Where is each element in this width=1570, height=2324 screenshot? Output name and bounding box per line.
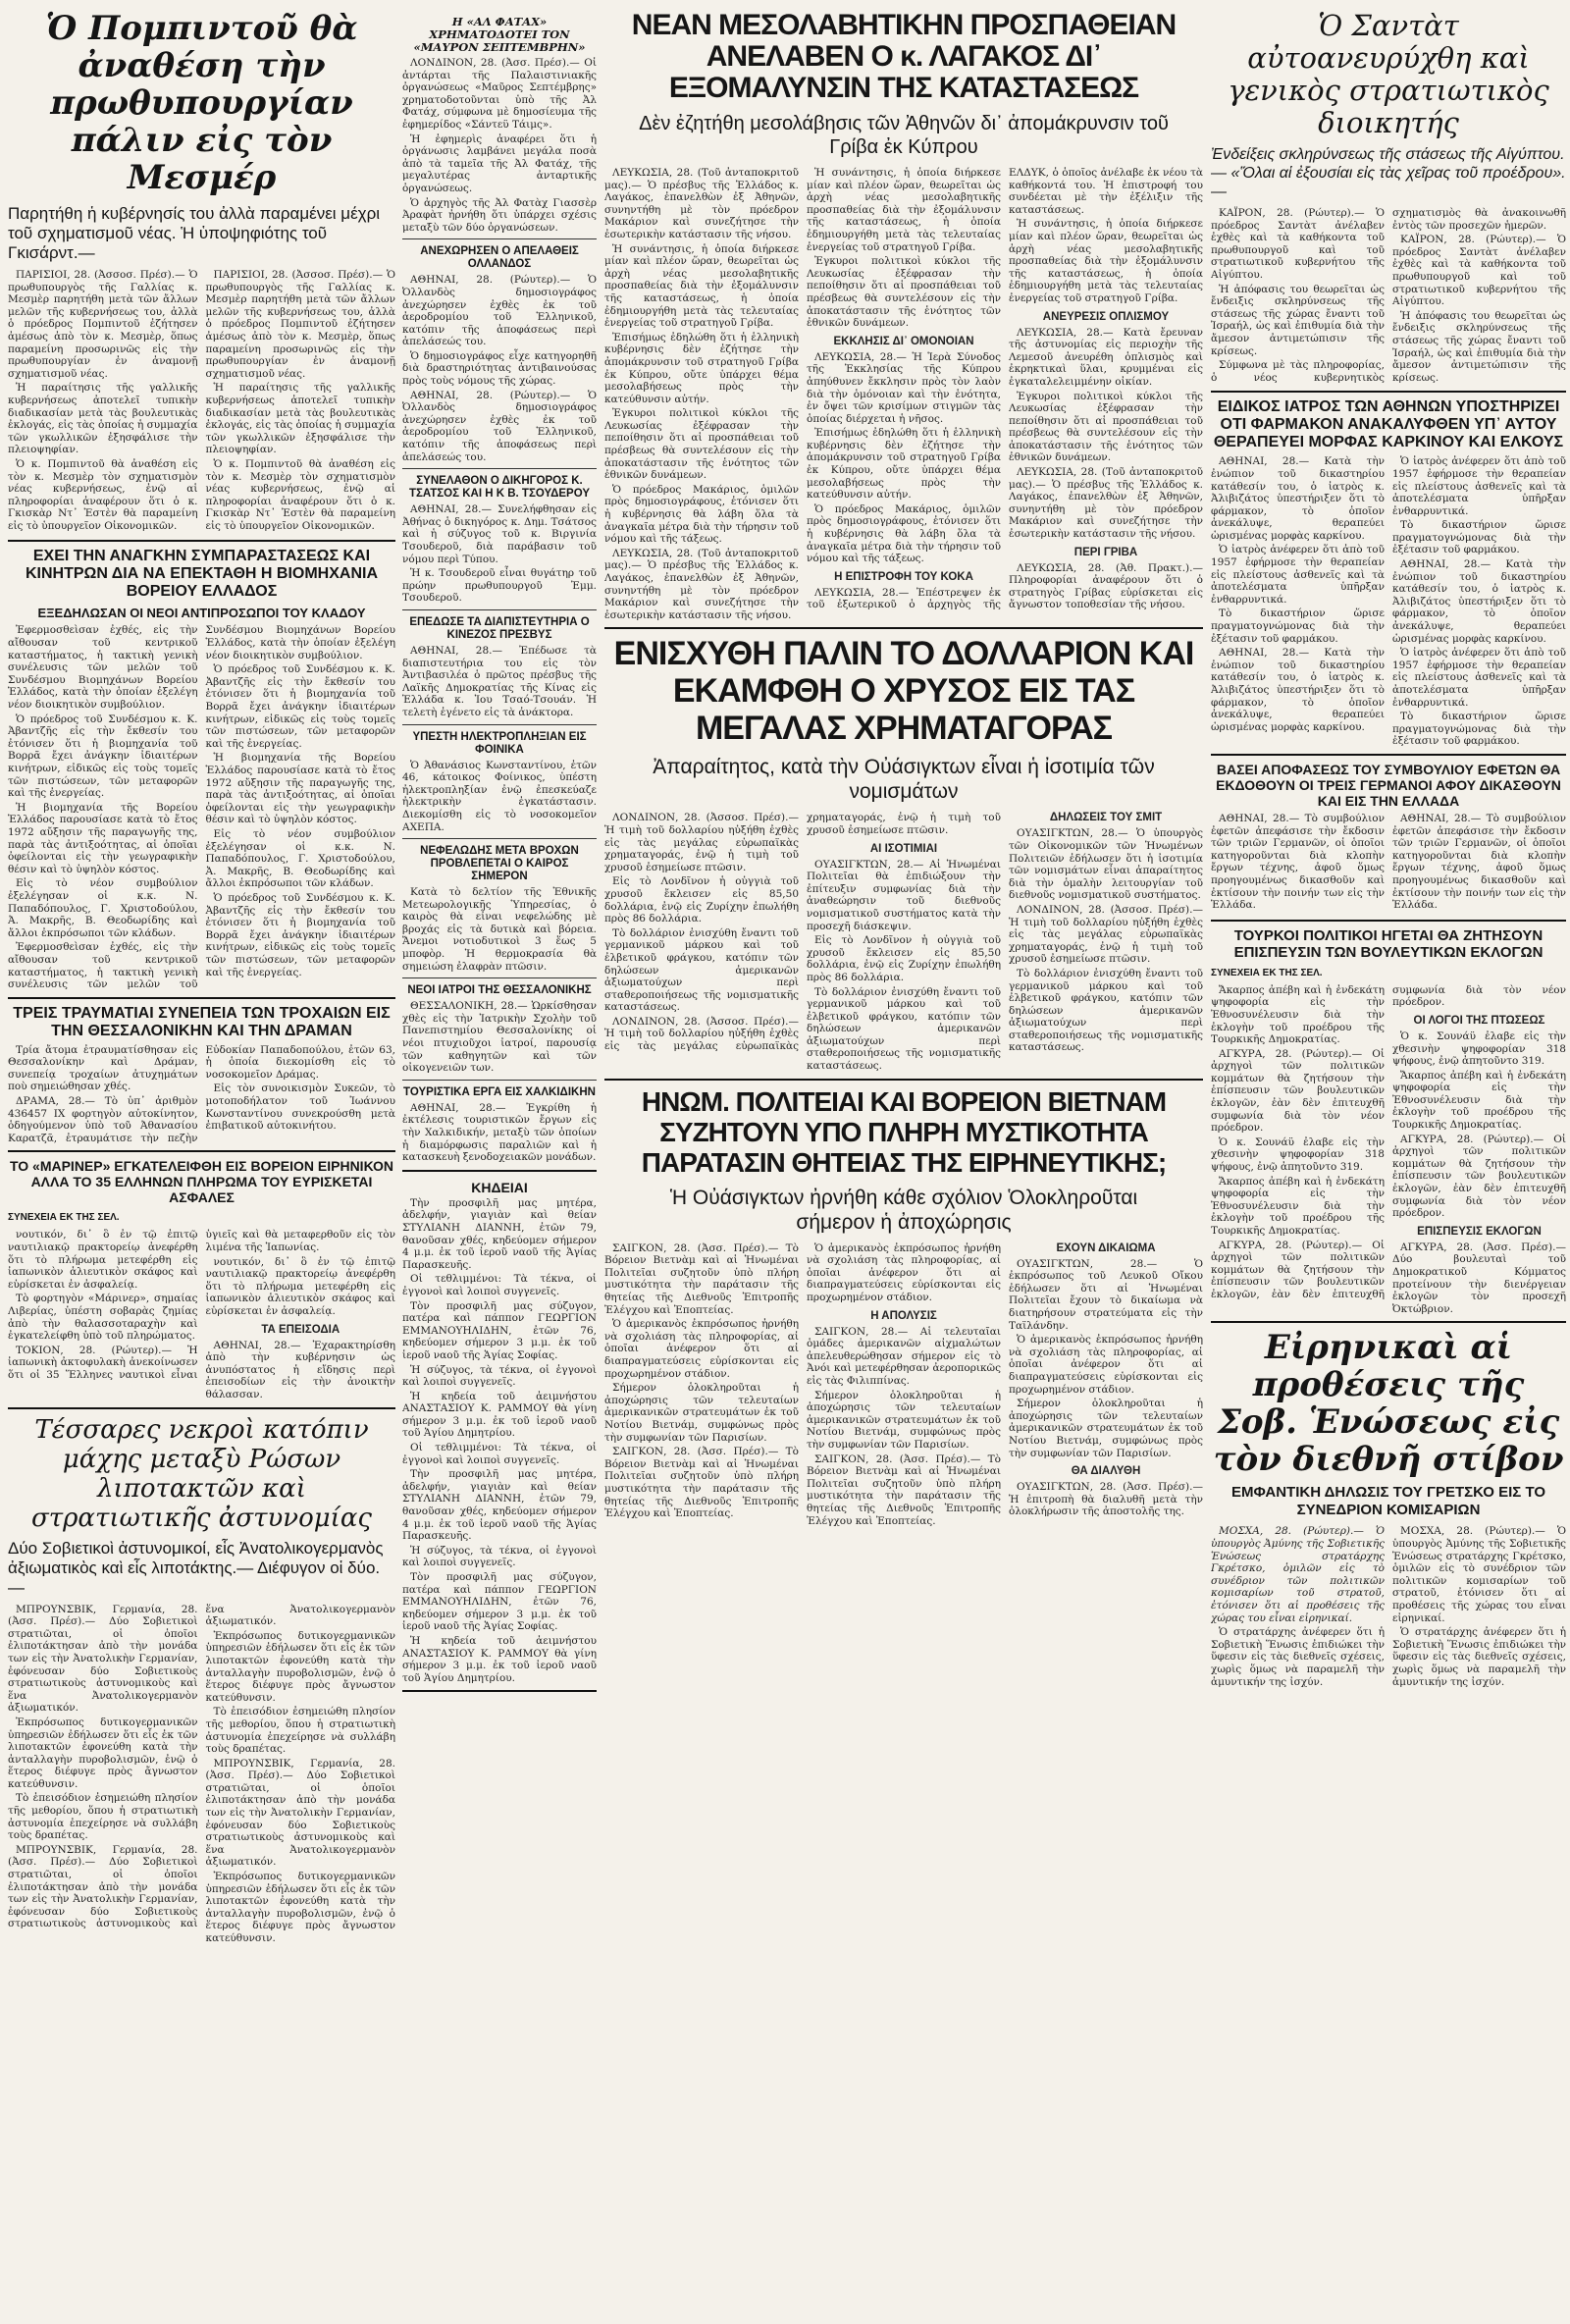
sadat-subheadline: Ἐνδείξεις σκληρύνσεως τῆς στάσεως τῆς Αἰγύπτου.— «Ὅλαι αἱ ἐξουσίαι εἰς τὰς χεῖρας τοῦ προέδρου».— [1211, 146, 1566, 200]
isotimia-title: ΑΙ ΙΣΟΤΙΜΙΑΙ [869, 842, 938, 855]
arms-title: ΑΝΕΥΡΕΣΙΣ ΟΠΛΙΣΜΟΥ [1042, 310, 1170, 323]
china-headline: ΕΠΕΔΩΣΕ ΤΑ ΔΙΑΠΙΣΤΕΥΤΗΡΙΑ Ο ΚΙΝΕΖΟΣ ΠΡΕΣΒΥΣ [409, 615, 590, 641]
pompidou-headline: Ὁ Πομπιντοῦ θὰ ἀναθέση τὴν πρωθυπουργίαν πάλιν εἰς τὸν Μεσμέρ [45, 10, 358, 197]
northern-body: Ἐφερμοσθεὶσαν ἐχθές, εἰς τὴν αἴθουσαν τοῦ κεντρικοῦ καταστήματος, ἡ τακτικὴ γενικὴ συνέλευσις τῶν μελῶν τοῦ Συνδέσμου Βιομηχάνων Βορείου Ἑλλάδος, κατὰ τὴν ὁποίαν ἐξελέγη νέον διοικητικὸν συμβούλιον. Ὁ πρόεδρος τοῦ Συνδέσμου κ. Κ. Ἀβαντζῆς εἰς τὴν ἔκθεσίν του ἐτόνισεν ὅτι ἡ βιομηχανία τοῦ Βορρᾶ ἔχει ἀνάγκην ἰδιαιτέρων κινήτρων, εἰδικῶς εἰς τοὺς τομεῖς τῶν πιστώσεων, τῶν μεταφορῶν καὶ τῆς ἐνεργείας. Ἡ βιομηχανία τῆς Βορείου Ἑλλάδος παρουσίασε κατὰ τὸ ἔτος 1972 αὔξησιν τῆς παραγωγῆς της, παρὰ τὰς ἀντιξοότητας, αἱ ὁποῖαι ὀφείλονται εἰς τὴν γεωγραφικὴν θέσιν καὶ τὸ ὑψηλὸν κόστος. Εἰς τὸ νέον συμβούλιον ἐξελέγησαν οἱ κ.κ. Ν. Παπαδόπουλος, Γ. Χριστοδούλου, Ἀ. Μακρῆς, Β. Θεοδωρίδης καὶ ἄλλοι ἐκπρόσωποι τῶν κλάδων. Ἐφερμοσθεὶσαν ἐχθές, εἰς τὴν αἴθουσαν τοῦ κεντρικοῦ καταστήματος, ἡ τακτικὴ γενικὴ συνέλευσις τῶν μελῶν τοῦ Συνδέσμου Βιομηχάνων Βορείου Ἑλλάδος, κατὰ τὴν ὁποίαν ἐξελέγη νέον διοικητικὸν συμβούλιον. Ὁ πρόεδρος τοῦ Συνδέσμου κ. Κ. Ἀβαντζῆς εἰς τὴν ἔκθεσίν του ἐτόνισεν ὅτι ἡ βιομηχανία τοῦ Βορρᾶ ἔχει ἀνάγκην ἰδιαιτέρων κινήτρων, εἰδικῶς εἰς τοὺς τομεῖς τῶν πιστώσεων, τῶν μεταφορῶν καὶ τῆς ἐνεργείας. Ἡ βιομηχανία τῆς Βορείου Ἑλλάδος παρουσίασε κατὰ τὸ ἔτος 1972 αὔξησιν τῆς παραγωγῆς της, παρὰ τὰς ἀντιξοότητας, αἱ ὁποῖαι ὀφείλονται εἰς τὴν γεωγραφικὴν θέσιν καὶ τὸ ὑψηλὸν κόστος. Εἰς τὸ νέον συμβούλιον ἐξελέγησαν οἱ κ.κ. Ν. Παπαδόπουλος, Γ. Χριστοδούλου, Ἀ. Μακρῆς, Β. Θεοδωρίδης καὶ ἄλλοι ἐκπρόσωποι τῶν κλάδων. Ὁ πρόεδρος τοῦ Συνδέσμου κ. Κ. Ἀβαντζῆς εἰς τὴν ἔκθεσίν του ἐτόνισεν ὅτι ἡ βιομηχανία τοῦ Βορρᾶ ἔχει ἀνάγκην ἰδιαιτέρων κινήτρων, εἰδικῶς εἰς τοὺς τομεῖς τῶν πιστώσεων, τῶν μεταφορῶν καὶ τῆς ἐνεργείας. [8, 624, 395, 991]
turkey-body: Ἄκαρπος ἀπέβη καὶ ἡ ἐνδεκάτη ψηφοφορία εἰς τὴν Ἐθνοσυνέλευσιν διὰ τὴν ἐκλογὴν τοῦ προέδρου τῆς Τουρκικῆς Δημοκρατίας. ΑΓΚΥΡΑ, 28. (Ρώυτερ).— Οἱ ἀρχηγοὶ τῶν πολιτικῶν κομμάτων θὰ ζητήσουν τὴν ἐπίσπευσιν τῶν βουλευτικῶν ἐκλογῶν, ἐὰν δὲν ἐπιτευχθῆ συμφωνία διὰ τὸν νέον πρόεδρον. Ὁ κ. Σουνάϋ ἐλαβε εἰς τὴν χθεσινὴν ψηφοφορίαν 318 ψήφους, ἐνῷ ἀπητοῦντο 319. Ἄκαρπος ἀπέβη καὶ ἡ ἐνδεκάτη ψηφοφορία εἰς τὴν Ἐθνοσυνέλευσιν διὰ τὴν ἐκλογὴν τοῦ προέδρου τῆς Τουρκικῆς Δημοκρατίας. ΑΓΚΥΡΑ, 28. (Ρώυτερ).— Οἱ ἀρχηγοὶ τῶν πολιτικῶν κομμάτων θὰ ζητήσουν τὴν ἐπίσπευσιν τῶν βουλευτικῶν ἐκλογῶν, ἐὰν δὲν ἐπιτευχθῆ συμφωνία διὰ τὸν νέον πρόεδρον. ΟΙ ΛΟΓΟΙ ΤΗΣ ΠΤΩΣΕΩΣ Ὁ κ. Σουνάϋ ἐλαβε εἰς τὴν χθεσινὴν ψηφοφορίαν 318 ψήφους, ἐνῷ ἀπητοῦντο 319. Ἄκαρπος ἀπέβη καὶ ἡ ἐνδεκάτη ψηφοφορία εἰς τὴν Ἐθνοσυνέλευσιν διὰ τὴν ἐκλογὴν τοῦ προέδρου τῆς Τουρκικῆς Δημοκρατίας. ΑΓΚΥΡΑ, 28. (Ρώυτερ).— Οἱ ἀρχηγοὶ τῶν πολιτικῶν κομμάτων θὰ ζητήσουν τὴν ἐπίσπευσιν τῶν βουλευτικῶν ἐκλογῶν, ἐὰν δὲν ἐπιτευχθῆ συμφωνία διὰ τὸν νέον πρόεδρον. ΕΠΙΣΠΕΥΣΙΣ ΕΚΛΟΓΩΝ ΑΓΚΥΡΑ, 28. (Ἀσσ. Πρέσ).— Δύο βουλευταὶ τοῦ Δημοκρατικοῦ Κόμματος προτείνουν τὴν διενέργειαν ἐκλογῶν τὸν προσεχῆ Ὀκτώβριον. [1211, 983, 1566, 1315]
dollar-article [604, 635, 1203, 1072]
funerals-headline: ΚΗΔΕΙΑΙ [471, 1179, 528, 1195]
ekklisis-title: ΕΚΚΛΗΣΙΣ ΔΙ᾽ ΟΜΟΝΟΙΑΝ [833, 335, 974, 347]
tsatsos-article [402, 475, 597, 605]
dutch-body: ΑΘΗΝΑΙ, 28. (Ρώυτερ).— Ὁ Ὀλλανδὸς δημοσιογράφος ἀνεχώρησεν ἐχθὲς ἐκ τοῦ ἀεροδρομίου τοῦ Ἑλληνικοῦ, κατόπιν τῆς ἀποφάσεως περὶ ἀπελάσεώς του. Ὁ δημοσιογράφος εἶχε κατηγορηθῆ διὰ δραστηριότητας ἀντιβαινούσας πρὸς τοὺς νόμους τῆς χώρας. ΑΘΗΝΑΙ, 28. (Ρώυτερ).— Ὁ Ὀλλανδὸς δημοσιογράφος ἀνεχώρησεν ἐχθὲς ἐκ τοῦ ἀεροδρομίου τοῦ Ἑλληνικοῦ, κατόπιν τῆς ἀποφάσεως περὶ ἀπελάσεώς του. [402, 274, 597, 463]
second-column [402, 10, 597, 2316]
germans-body: ΑΘΗΝΑΙ, 28.— Τὸ συμβούλιον ἐφετῶν ἀπεφάσισε τὴν ἔκδοσιν τῶν τριῶν Γερμανῶν, οἱ ὁποῖοι κατηγοροῦνται διὰ κλοπὴν ἔργων τέχνης, ἀφοῦ ὅμως προηγουμένως δικασθοῦν καὶ ἐκτίσουν τὴν ποινήν των εἰς τὴν Ἑλλάδα. ΑΘΗΝΑΙ, 28.— Τὸ συμβούλιον ἐφετῶν ἀπεφάσισε τὴν ἔκδοσιν τῶν τριῶν Γερμανῶν, οἱ ὁποῖοι κατηγοροῦνται διὰ κλοπὴν ἔργων τέχνης, ἀφοῦ ὅμως προηγουμένως δικασθοῦν καὶ ἐκτίσουν τὴν ποινήν των εἰς τὴν Ἑλλάδα. [1211, 812, 1566, 912]
funerals-body: Τὴν προσφιλῆ μας μητέρα, ἀδελφήν, γιαγιὰν καὶ θείαν ΣΤΥΛΙΑΝΗ ΔΙΑΝΝΗ, ἐτῶν 79, θανοῦσαν χθές, κηδεύομεν σήμερον 4 μ.μ. ἐκ τοῦ ἱεροῦ ναοῦ τῆς Ἁγίας Παρασκευῆς. Οἱ τεθλιμμένοι: Τὰ τέκνα, οἱ ἐγγονοὶ καὶ λοιποὶ συγγενεῖς. Τὸν προσφιλῆ μας σύζυγον, πατέρα καὶ πάππον ΓΕΩΡΓΙΟΝ ΕΜΜΑΝΟΥΗΛΙΔΗΝ, ἐτῶν 76, κηδεύομεν σήμερον 3 μ.μ. ἐκ τοῦ ἱεροῦ ναοῦ τῆς Ἁγίας Σοφίας. Ἡ σύζυγος, τὰ τέκνα, οἱ ἐγγονοὶ καὶ λοιποὶ συγγενεῖς. Ἡ κηδεία τοῦ ἀειμνήστου ΑΝΑΣΤΑΣΙΟΥ Κ. ΡΑΜΜΟΥ θὰ γίνη σήμερον 3 μ.μ. ἐκ τοῦ ἱεροῦ ναοῦ τοῦ Ἁγίου Δημητρίου. Οἱ τεθλιμμένοι: Τὰ τέκνα, οἱ ἐγγονοὶ καὶ λοιποὶ συγγενεῖς. Τὴν προσφιλῆ μας μητέρα, ἀδελφήν, γιαγιὰν καὶ θείαν ΣΤΥΛΙΑΝΗ ΔΙΑΝΝΗ, ἐτῶν 79, θανοῦσαν χθές, κηδεύομεν σήμερον 4 μ.μ. ἐκ τοῦ ἱεροῦ ναοῦ τῆς Ἁγίας Παρασκευῆς. Ἡ σύζυγος, τὰ τέκνα, οἱ ἐγγονοὶ καὶ λοιποὶ συγγενεῖς. Τὸν προσφιλῆ μας σύζυγον, πατέρα καὶ πάππον ΓΕΩΡΓΙΟΝ ΕΜΜΑΝΟΥΗΛΙΔΗΝ, ἐτῶν 76, κηδεύομεν σήμερον 3 μ.μ. ἐκ τοῦ ἱεροῦ ναοῦ τῆς Ἁγίας Σοφίας. Ἡ κηδεία τοῦ ἀειμνήστου ΑΝΑΣΤΑΣΙΟΥ Κ. ΡΑΜΜΟΥ θὰ γίνη σήμερον 3 μ.μ. ἐκ τοῦ ἱεροῦ ναοῦ τοῦ Ἁγίου Δημητρίου. [402, 1196, 597, 1684]
fatah-headline: Η «ΑΛ ΦΑΤΑΧ» ΧΡΗΜΑΤΟΔΟΤΕΙ ΤΟΝ «ΜΑΥΡΟΝ ΣΕΠΤΕΜΒΡΗΝ» [413, 15, 586, 54]
new-doctors-headline: ΝΕΟΙ ΙΑΤΡΟΙ ΤΗΣ ΘΕΣΣΑΛΟΝΙΚΗΣ [407, 984, 592, 997]
electrocution-article [402, 731, 597, 834]
vietnam-article [604, 1086, 1203, 1527]
soviet-headline: Εἰρηνικαὶ αἱ προθέσεις τῆς Σοβ. Ἑνώσεως εἰς τὸν διεθνῆ στίβον [1213, 1328, 1564, 1480]
sadat-article [1211, 10, 1566, 385]
germans-extradition-article [1211, 762, 1566, 914]
northern-industry-article [8, 548, 395, 990]
russian-headline: Τέσσαρες νεκροὶ κατόπιν μάχης μεταξὺ Ρώσων λιποτακτῶν καὶ στρατιωτικῆς ἀστυνομίας [31, 1414, 372, 1533]
pompidou-body: ΠΑΡΙΣΙΟΙ, 28. (Ἀσσοσ. Πρέσ).— Ὁ πρωθυπουργὸς τῆς Γαλλίας κ. Μεσμὲρ παρητήθη μετὰ τῶν ἄλλων μελῶν τῆς κυβερνήσεως του, ἀλλὰ ὁ πρόεδρος Πομπιντοῦ ἐζήτησεν ἀμέσως ἀπὸ τὸν κ. Μεσμὲρ, ὅπως παραμείνη προσωρινῶς εἰς τὴν πρωθυπουργίαν ἐν ἀναμονῇ σχηματισμοῦ νέας. Ἡ παραίτησις τῆς γαλλικῆς κυβερνήσεως ἀποτελεῖ τυπικὴν διαδικασίαν μετὰ τὰς βουλευτικὰς ἐκλογάς, εἰς τὰς ὁποίας ἡ συμμαχία τῶν γκωλλικῶν ἐξησφάλισε τὴν πλειοψηφίαν. Ὁ κ. Πομπιντοῦ θὰ ἀναθέση εἰς τὸν κ. Μεσμὲρ τὸν σχηματισμὸν νέας κυβερνήσεως, ἐνῷ αἱ πληροφορίαι ἀναφέρουν ὅτι ὁ κ. Γκισκὰρ Ντ᾽ Ἐστὲν θὰ παραμείνη εἰς τὸ ὑπουργεῖον Οἰκονομικῶν. ΠΑΡΙΣΙΟΙ, 28. (Ἀσσοσ. Πρέσ).— Ὁ πρωθυπουργὸς τῆς Γαλλίας κ. Μεσμὲρ παρητήθη μετὰ τῶν ἄλλων μελῶν τῆς κυβερνήσεως του, ἀλλὰ ὁ πρόεδρος Πομπιντοῦ ἐζήτησεν ἀμέσως ἀπὸ τὸν κ. Μεσμὲρ, ὅπως παραμείνη προσωρινῶς εἰς τὴν πρωθυπουργίαν ἐν ἀναμονῇ σχηματισμοῦ νέας. Ἡ παραίτησις τῆς γαλλικῆς κυβερνήσεως ἀποτελεῖ τυπικὴν διαδικασίαν μετὰ τὰς βουλευτικὰς ἐκλογάς, εἰς τὰς ὁποίας ἡ συμμαχία τῶν γκωλλικῶν ἐξησφάλισε τὴν πλειοψηφίαν. Ὁ κ. Πομπιντοῦ θὰ ἀναθέση εἰς τὸν κ. Μεσμὲρ τὸν σχηματισμὸν νέας κυβερνήσεως, ἐνῷ αἱ πληροφορίαι ἀναφέρουν ὅτι ὁ κ. Γκισκὰρ Ντ᾽ Ἐστὲν θὰ παραμείνη εἰς τὸ ὑπουργεῖον Οἰκονομικῶν. [8, 269, 395, 532]
sadat-headline: Ὁ Σαντὰτ αὐτοανευρύχθη καὶ γενικὸς στρατιωτικὸς διοικητής [1228, 10, 1549, 139]
tourism-headline: ΤΟΥΡΙΣΤΙΚΑ ΕΡΓΑ ΕΙΣ ΧΑΛΚΙΔΙΚΗΝ [403, 1085, 596, 1098]
accidents-headline: ΤΡΕΙΣ ΤΡΑΥΜΑΤΙΑΙ ΣΥΝΕΠΕΙΑ ΤΩΝ ΤΡΟΧΑΙΩΝ ΕΙΣ ΤΗΝ ΘΕΣΣΑΛΟΝΙΚΗΝ ΚΑΙ ΤΗΝ ΔΡΑΜΑΝ [13, 1004, 391, 1039]
china-body: ΑΘΗΝΑΙ, 28.— Ἐπέδωσε τὰ διαπιστευτήρια του εἰς τὸν Ἀντιβασιλέα ὁ πρῶτος πρέσβυς τῆς Λαϊκῆς Δημοκρατίας τῆς Κίνας εἰς Ἑλλάδα κ. Ἰου Τσαό-Τσουάν. Ἡ τελετὴ ἐγένετο εἰς τὰ ἀνάκτορα. [402, 644, 597, 718]
tsatsos-headline: ΣΥΝΕΛΑΘΟΝ Ο ΔΙΚΗΓΟΡΟΣ Κ. ΤΣΑΤΣΟΣ ΚΑΙ Η Κ Β. ΤΣΟΥΔΕΡΟΥ [408, 475, 591, 501]
turkey-elections-article [1211, 927, 1566, 1316]
vietnam-subheadline: Ἡ Οὐάσιγκτων ἠρνήθη κάθε σχόλιον Ὁλοκληροῦται σήμερον ἡ ἀποχώρησις [669, 1186, 1138, 1234]
diloni-title: ΘΑ ΔΙΑΛΥΘΗ [1071, 1465, 1141, 1478]
griva-title: ΠΕΡΙ ΓΡΙΒΑ [1073, 546, 1138, 558]
weather-body: Κατὰ τὸ δελτίον τῆς Ἐθνικῆς Μετεωρολογικῆς Ὑπηρεσίας, ὁ καιρὸς θὰ εἶναι νεφελώδης μὲ βροχάς εἰς τὰ δυτικὰ καὶ βόρεια. Ἄνεμοι νοτιοδυτικοὶ 3 ἕως 5 μποφὸρ. Ἡ θερμοκρασία θὰ σημειώση ἐλαφρὰν πτῶσιν. [402, 886, 597, 973]
right-column [1211, 10, 1566, 2316]
lagakos-headline: ΝΕΑΝ ΜΕΣΟΛΑΒΗΤΙΚΗΝ ΠΡΟΣΠΑΘΕΙΑΝ ΑΝΕΛΑΒΕΝ Ο κ. ΛΑΓΑΚΟΣ ΔΙ᾽ ΕΞΟΜΑΛΥΝΣΙΝ ΤΗΣ ΚΑΤΑΣΤΑΣΕΩΣ [631, 10, 1177, 104]
mariner-continued: ΣΥΝΕΧΕΙΑ ΕΚ ΤΗΣ ΣΕΛ. [8, 1212, 120, 1224]
lagakos-subheadline: Δὲν ἐζητήθη μεσολάβησις τῶν Ἀθηνῶν δι᾽ ἀπομάκρυνσιν τοῦ Γρίβα ἐκ Κύπρου [639, 113, 1169, 158]
epeisodia-title: ΤΑ ΕΠΕΙΣΟΔΙΑ [261, 1323, 340, 1336]
turkey-headline: ΤΟΥΡΚΟΙ ΠΟΛΙΤΙΚΟΙ ΗΓΕΤΑΙ ΘΑ ΖΗΤΗΣΟΥΝ ΕΠΙΣΠΕΥΣΙΝ ΤΩΝ ΒΟΥΛΕΥΤΙΚΩΝ ΕΚΛΟΓΩΝ [1233, 926, 1544, 961]
turkey-continued: ΣΥΝΕΧΕΙΑ ΕΚ ΤΗΣ ΣΕΛ. [1211, 967, 1323, 978]
accidents-article [8, 1005, 395, 1145]
russian-body: ΜΠΡΟΥΝΣΒΙΚ, Γερμανία, 28. (Ἀσσ. Πρέσ).— Δύο Σοβιετικοὶ στρατιῶται, οἱ ὁποῖοι ἐλιποτάκτησαν ἀπὸ τὴν μονάδα των εἰς τὴν Ἀνατολικὴν Γερμανίαν, ἐφόνευσαν δύο Σοβιετικοὺς στρατιωτικοὺς ἀστυνομικοὺς καὶ ἕνα Ἀνατολικογερμανὸν ἀξιωματικόν. Ἐκπρόσωπος δυτικογερμανικῶν ὑπηρεσιῶν ἐδήλωσεν ὅτι εἷς ἐκ τῶν λιποτακτῶν ἐφονεύθη κατὰ τὴν ἀνταλλαγὴν πυροβολισμῶν, ἐνῷ ὁ ἕτερος διέφυγε πρὸς ἄγνωστον κατεύθυνσιν. Τὸ ἐπεισόδιον ἐσημειώθη πλησίον τῆς μεθορίου, ὅπου ἡ στρατιωτικὴ ἀστυνομία ἐπεχείρησε νὰ συλλάβη τοὺς δραπέτας. ΜΠΡΟΥΝΣΒΙΚ, Γερμανία, 28. (Ἀσσ. Πρέσ).— Δύο Σοβιετικοὶ στρατιῶται, οἱ ὁποῖοι ἐλιποτάκτησαν ἀπὸ τὴν μονάδα των εἰς τὴν Ἀνατολικὴν Γερμανίαν, ἐφόνευσαν δύο Σοβιετικοὺς στρατιωτικοὺς ἀστυνομικοὺς καὶ ἕνα Ἀνατολικογερμανὸν ἀξιωματικόν. Ἐκπρόσωπος δυτικογερμανικῶν ὑπηρεσιῶν ἐδήλωσεν ὅτι εἷς ἐκ τῶν λιποτακτῶν ἐφονεύθη κατὰ τὴν ἀνταλλαγὴν πυροβολισμῶν, ἐνῷ ὁ ἕτερος διέφυγε πρὸς ἄγνωστον κατεύθυνσιν. Τὸ ἐπεισόδιον ἐσημειώθη πλησίον τῆς μεθορίου, ὅπου ἡ στρατιωτικὴ ἀστυνομία ἐπεχείρησε νὰ συλλάβη τοὺς δραπέτας. ΜΠΡΟΥΝΣΒΙΚ, Γερμανία, 28. (Ἀσσ. Πρέσ).— Δύο Σοβιετικοὶ στρατιῶται, οἱ ὁποῖοι ἐλιποτάκτησαν ἀπὸ τὴν μονάδα των εἰς τὴν Ἀνατολικὴν Γερμανίαν, ἐφόνευσαν δύο Σοβιετικοὺς στρατιωτικοὺς ἀστυνομικοὺς καὶ ἕνα Ἀνατολικογερμανὸν ἀξιωματικόν. Ἐκπρόσωπος δυτικογερμανικῶν ὑπηρεσιῶν ἐδήλωσεν ὅτι εἷς ἐκ τῶν λιποτακτῶν ἐφονεύθη κατὰ τὴν ἀνταλλαγὴν πυροβολισμῶν, ἐνῷ ὁ ἕτερος διέφυγε πρὸς ἄγνωστον κατεύθυνσιν. [8, 1603, 395, 1944]
germans-headline: ΒΑΣΕΙ ΑΠΟΦΑΣΕΩΣ ΤΟΥ ΣΥΜΒΟΥΛΙΟΥ ΕΦΕΤΩΝ ΘΑ ΕΚΔΟΘΟΥΝ ΟΙ ΤΡΕΙΣ ΓΕΡΜΑΝΟΙ ΑΦΟΥ ΔΙΚΑΣΘΟΥΝ ΚΑΙ ΕΙΣ ΤΗΝ ΕΛΛΑΔΑ [1216, 761, 1561, 809]
fatah-body: ΛΟΝΔΙΝΟΝ, 28. (Ἀσσ. Πρέσ).— Οἱ ἀντάρται τῆς Παλαιστινιακῆς ὀργανώσεως «Μαῦρος Σεπτέμβρης» χρηματοδοτοῦνται ὑπὸ τῆς Ἀλ Φατάχ, σύμφωνα μὲ δημοσίευμα τῆς ἐφημερίδος «Σάντεϋ Τάιμς». Ἡ ἐφημερὶς ἀναφέρει ὅτι ἡ ὀργάνωσις λαμβάνει μεγάλα ποσὰ ἀπὸ τὰ ταμεῖα τῆς Ἀλ Φατάχ, τῆς μεγαλυτέρας ἀνταρτικῆς ὀργανώσεως. Ὁ ἀρχηγὸς τῆς Ἀλ Φατὰχ Γιασσὲρ Ἀραφὰτ ἠρνήθη ὅτι ὑπάρχει σχέσις μεταξὺ τῶν δύο ὀργανώσεων. [402, 57, 597, 234]
funerals-box [402, 1170, 597, 1693]
mariner-article [8, 1158, 395, 1400]
left-column [8, 10, 395, 2316]
ptoseis-title: ΟΙ ΛΟΓΟΙ ΤΗΣ ΠΤΩΣΕΩΣ [1413, 1014, 1545, 1027]
mariner-headline: ΤΟ «ΜΑΡΙΝΕΡ» ΕΓΚΑΤΕΛΕΙΦΘΗ ΕΙΣ ΒΟΡΕΙΟΝ ΕΙΡΗΝΙΚΟΝ ΑΛΛΑ ΤΟ 35 ΕΛΛΗΝΩΝ ΠΛΗΡΩΜΑ ΤΟΥ ΕΥΡΙΣΚΕΤΑΙ ΑΣΦΑΛΕΣ [9, 1158, 394, 1206]
accidents-body: Τρία ἄτομα ἐτραυματίσθησαν εἰς Θεσσαλονίκην καὶ Δράμαν, συνεπείᾳ τροχαίων ἀτυχημάτων ποὺ σημειώθησαν χθές. ΔΡΑΜΑ, 28.— Τὸ ὑπ᾽ ἀριθμὸν 436457 ΙΧ φορτηγὸν αὐτοκίνητον, ὁδηγούμενον ὑπὸ τοῦ Ἀθανασίου Καρατζᾶ, ἐτραυμάτισε τὴν πεζὴν Εὐδοκίαν Παπαδοπούλου, ἐτῶν 63, ἡ ὁποία διεκομίσθη εἰς τὸ νοσοκομεῖον Δράμας. Εἰς τὸν συνοικισμὸν Συκεῶν, τὸ μοτοποδήλατον τοῦ Ἰωάννου Κωνσταντίνου συνεκρούσθη μετὰ ἐπιβατικοῦ αὐτοκινήτου. [8, 1043, 395, 1144]
soviet-body: ΜΟΣΧΑ, 28. (Ρώυτερ).— Ὁ ὑπουργὸς Ἀμύνης τῆς Σοβιετικῆς Ἑνώσεως στρατάρχης Γκρέτσκο, ὁμιλῶν εἰς τὸ συνέδριον τῶν πολιτικῶν κομισαρίων τοῦ στρατοῦ, ἐτόνισεν ὅτι αἱ προθέσεις τῆς χώρας του εἶναι εἰρηνικαί. Ὁ στρατάρχης ἀνέφερεν ὅτι ἡ Σοβιετικὴ Ἕνωσις ἐπιδιώκει τὴν ὕφεσιν εἰς τὰς διεθνεῖς σχέσεις, χωρὶς ὅμως νὰ παραμελῆ τὴν ἀμυντικήν της ἰσχύν. ΜΟΣΧΑ, 28. (Ρώυτερ).— Ὁ ὑπουργὸς Ἀμύνης τῆς Σοβιετικῆς Ἑνώσεως στρατάρχης Γκρέτσκο, ὁμιλῶν εἰς τὸ συνέδριον τῶν πολιτικῶν κομισαρίων τοῦ στρατοῦ, ἐτόνισεν ὅτι αἱ προθέσεις τῆς χώρας του εἶναι εἰρηνικαί. Ὁ στρατάρχης ἀνέφερεν ὅτι ἡ Σοβιετικὴ Ἕνωσις ἐπιδιώκει τὴν ὕφεσιν εἰς τὰς διεθνεῖς σχέσεις, χωρὶς ὅμως νὰ παραμελῆ τὴν ἀμυντικήν της ἰσχύν. [1211, 1525, 1566, 1688]
dikaioma-title: ΕΧΟΥΝ ΔΙΚΑΙΩΜΑ [1056, 1241, 1156, 1254]
dollar-headline: ΕΝΙΣΧΥΘΗ ΠΑΛΙΝ ΤΟ ΔΟΛΛΑΡΙΟΝ ΚΑΙ ΕΚΑΜΦΘΗ Ο ΧΡΥΣΟΣ ΕΙΣ ΤΑΣ ΜΕΓΑΛΑΣ ΧΡΗΜΑΤΑΓΟΡΑΣ [613, 635, 1194, 748]
cancer-drug-article [1211, 398, 1566, 748]
lagakos-article [604, 10, 1203, 621]
pompidou-subheadline: Παρητήθη ἡ κυβέρνησίς του ἀλλὰ παραμένει μέχρι τοῦ σχηματισμοῦ νέας. Ἡ ὑποψηφιότης τοῦ Γκισάρντ.— [8, 204, 381, 262]
russian-deserters-article [8, 1415, 395, 1945]
ekloges-title: ΕΠΙΣΠΕΥΣΙΣ ΕΚΛΟΓΩΝ [1417, 1225, 1542, 1238]
northern-subheadline: ΕΞΕΔΗΛΩΣΑΝ ΟΙ ΝΕΟΙ ΑΝΤΙΠΡΟΣΩΠΟΙ ΤΟΥ ΚΛΑΔΟΥ [37, 606, 366, 621]
soviet-article [1211, 1329, 1566, 1690]
koka-title: Η ΕΠΙΣΤΡΟΦΗ ΤΟΥ ΚΟΚΑ [834, 570, 973, 583]
cancer-headline: ΕΙΔΙΚΟΣ ΙΑΤΡΟΣ ΤΩΝ ΑΘΗΝΩΝ ΥΠΟΣΤΗΡΙΖΕΙ ΟΤΙ ΦΑΡΜΑΚΟΝ ΑΝΑΚΑΛΥΦΘΕΝ ΥΠ᾽ ΑΥΤΟΥ ΘΕΡΑΠΕΥΕΙ ΜΟΡΦΑΣ ΚΑΡΚΙΝΟΥ ΚΑΙ ΕΛΚΟΥΣ [1213, 398, 1564, 451]
electrocution-body: Ὁ Ἀθανάσιος Κωνσταντίνου, ἐτῶν 46, κάτοικος Φοίνικος, ὑπέστη ἠλεκτροπληξίαν ἐνῷ ἐπεσκεύαζε ἠλεκτρικὴν ἐγκατάστασιν. Διεκομίσθη εἰς τὸ νοσοκομεῖον ΑΧΕΠΑ. [402, 759, 597, 833]
cancer-body: ΑΘΗΝΑΙ, 28.— Κατὰ τὴν ἐνώπιον τοῦ δικαστηρίου κατάθεσίν του, ὁ ἰατρὸς κ. Ἀλιβιζάτος ὑπεστήριξεν ὅτι τὸ φάρμακον, τὸ ὁποῖον ἀνεκάλυψε, θεραπεύει ὡρισμένας μορφὰς καρκίνου. Ὁ ἰατρὸς ἀνέφερεν ὅτι ἀπὸ τοῦ 1957 ἐφήρμοσε τὴν θεραπείαν εἰς πλείστους ἀσθενεῖς καὶ τὰ ἀποτελέσματα ὑπῆρξαν ἐνθαρρυντικά. Τὸ δικαστήριον ὥρισε πραγματογνώμονας διὰ τὴν ἐξέτασιν τοῦ φαρμάκου. ΑΘΗΝΑΙ, 28.— Κατὰ τὴν ἐνώπιον τοῦ δικαστηρίου κατάθεσίν του, ὁ ἰατρὸς κ. Ἀλιβιζάτος ὑπεστήριξεν ὅτι τὸ φάρμακον, τὸ ὁποῖον ἀνεκάλυψε, θεραπεύει ὡρισμένας μορφὰς καρκίνου. Ὁ ἰατρὸς ἀνέφερεν ὅτι ἀπὸ τοῦ 1957 ἐφήρμοσε τὴν θεραπείαν εἰς πλείστους ἀσθενεῖς καὶ τὰ ἀποτελέσματα ὑπῆρξαν ἐνθαρρυντικά. Τὸ δικαστήριον ὥρισε πραγματογνώμονας διὰ τὴν ἐξέτασιν τοῦ φαρμάκου. ΑΘΗΝΑΙ, 28.— Κατὰ τὴν ἐνώπιον τοῦ δικαστηρίου κατάθεσίν του, ὁ ἰατρὸς κ. Ἀλιβιζάτος ὑπεστήριξεν ὅτι τὸ φάρμακον, τὸ ὁποῖον ἀνεκάλυψε, θεραπεύει ὡρισμένας μορφὰς καρκίνου. Ὁ ἰατρὸς ἀνέφερεν ὅτι ἀπὸ τοῦ 1957 ἐφήρμοσε τὴν θεραπείαν εἰς πλείστους ἀσθενεῖς καὶ τὰ ἀποτελέσματα ὑπῆρξαν ἐνθαρρυντικά. Τὸ δικαστήριον ὥρισε πραγματογνώμονας διὰ τὴν ἐξέτασιν τοῦ φαρμάκου. [1211, 455, 1566, 748]
dutch-headline: ΑΝΕΧΩΡΗΣΕΝ Ο ΑΠΕΛΑΘΕΙΣ ΟΛΛΑΝΔΟΣ [420, 245, 579, 271]
new-doctors-article [402, 984, 597, 1075]
russian-subheadline: Δύο Σοβιετικοὶ ἀστυνομικοί, εἷς Ἀνατολικογερμανὸς ἀξιωματικὸς καὶ εἷς λιποτάκτης.— Διέφυγον οἱ δύο.— [8, 1538, 384, 1597]
northern-headline: ΕΧΕΙ ΤΗΝ ΑΝΑΓΚΗΝ ΣΥΜΠΑΡΑΣΤΑΣΕΩΣ ΚΑΙ ΚΙΝΗΤΡΩΝ ΔΙΑ ΝΑ ΕΠΕΚΤΑΘΗ Η ΒΙΟΜΗΧΑΝΙΑ ΒΟΡΕΙΟΥ ΕΛΛΑΔΟΣ [25, 548, 378, 601]
vietnam-body: ΣΑΙΓΚΟΝ, 28. (Ἀσσ. Πρέσ).— Τὸ Βόρειον Βιετνὰμ καὶ αἱ Ἡνωμέναι Πολιτεῖαι συζητοῦν ὑπὸ πλήρη μυστικότητα τὴν παράτασιν τῆς θητείας τῆς Διεθνοῦς Ἐπιτροπῆς Ἐλέγχου καὶ Ἐποπτείας. Ὁ ἀμερικανὸς ἐκπρόσωπος ἠρνήθη νὰ σχολιάση τὰς πληροφορίας, αἱ ὁποῖαι ἀνέφερον ὅτι αἱ διαπραγματεύσεις εὑρίσκονται εἰς προχωρημένον στάδιον. Σήμερον ὁλοκληροῦται ἡ ἀποχώρησις τῶν τελευταίων ἀμερικανικῶν στρατευμάτων ἐκ τοῦ Νοτίου Βιετνάμ, συμφώνως πρὸς τὴν συμφωνίαν τῶν Παρισίων. ΣΑΙΓΚΟΝ, 28. (Ἀσσ. Πρέσ).— Τὸ Βόρειον Βιετνὰμ καὶ αἱ Ἡνωμέναι Πολιτεῖαι συζητοῦν ὑπὸ πλήρη μυστικότητα τὴν παράτασιν τῆς θητείας τῆς Διεθνοῦς Ἐπιτροπῆς Ἐλέγχου καὶ Ἐποπτείας. Ὁ ἀμερικανὸς ἐκπρόσωπος ἠρνήθη νὰ σχολιάση τὰς πληροφορίας, αἱ ὁποῖαι ἀνέφερον ὅτι αἱ διαπραγματεύσεις εὑρίσκονται εἰς προχωρημένον στάδιον. Η ΑΠΟΛΥΣΙΣ ΣΑΙΓΚΟΝ, 28.— Αἱ τελευταῖαι ὁμάδες ἀμερικανῶν αἰχμαλώτων ἀπελευθερώθησαν σήμερον εἰς τὸ Ἀνόι καὶ μετεφέρθησαν ἀεροπορικῶς εἰς τὰς Φιλιππίνας. Σήμερον ὁλοκληροῦται ἡ ἀποχώρησις τῶν τελευταίων ἀμερικανικῶν στρατευμάτων ἐκ τοῦ Νοτίου Βιετνάμ, συμφώνως πρὸς τὴν συμφωνίαν τῶν Παρισίων. ΣΑΙΓΚΟΝ, 28. (Ἀσσ. Πρέσ).— Τὸ Βόρειον Βιετνὰμ καὶ αἱ Ἡνωμέναι Πολιτεῖαι συζητοῦν ὑπὸ πλήρη μυστικότητα τὴν παράτασιν τῆς θητείας τῆς Διεθνοῦς Ἐπιτροπῆς Ἐλέγχου καὶ Ἐποπτείας. ΕΧΟΥΝ ΔΙΚΑΙΩΜΑ ΟΥΑΣΙΓΚΤΩΝ, 28.— Ὁ ἐκπρόσωπος τοῦ Λευκοῦ Οἴκου ἐδήλωσεν ὅτι αἱ Ἡνωμέναι Πολιτεῖαι ἔχουν τὸ δικαίωμα νὰ διατηρήσουν στρατεύματα εἰς τὴν Ταϊλάνδην. Ὁ ἀμερικανὸς ἐκπρόσωπος ἠρνήθη νὰ σχολιάση τὰς πληροφορίας, αἱ ὁποῖαι ἀνέφερον ὅτι αἱ διαπραγματεύσεις εὑρίσκονται εἰς προχωρημένον στάδιον. Σήμερον ὁλοκληροῦται ἡ ἀποχώρησις τῶν τελευταίων ἀμερικανικῶν στρατευμάτων ἐκ τοῦ Νοτίου Βιετνάμ, συμφώνως πρὸς τὴν συμφωνίαν τῶν Παρισίων. ΘΑ ΔΙΑΛΥΘΗ ΟΥΑΣΙΓΚΤΩΝ, 28. (Ἀσσ. Πρέσ).— Ἡ ἐπιτροπὴ θὰ διαλυθῆ μετὰ τὴν ὁλοκλήρωσιν τῆς ἀποστολῆς της. [604, 1241, 1203, 1527]
weather-article [402, 845, 597, 973]
smit-title: ΔΗΛΩΣΕΙΣ ΤΟΥ ΣΜΙΤ [1049, 812, 1163, 824]
mariner-body: νουτικόν, δι᾽ ὃ ἐν τῷ ἐπιτῷ ναυτιλιακῷ πρακτορείῳ ἀνεφέρθη ὅτι τὸ πλήρωμα μετεφέρθη εἰς ἰαπωνικὸν ἁλιευτικὸν σκάφος καὶ εὑρίσκεται ἐν ἀσφαλείᾳ. Τὸ φορτηγὸν «Μάρινερ», σημαίας Λιβερίας, ὑπέστη σοβαρὰς ζημίας ἀπὸ τὴν θαλασσοταραχὴν καὶ ἐγκατελείφθη ὑπὸ τοῦ πληρώματος. ΤΟΚΙΟΝ, 28. (Ρώυτερ).— Ἡ ἰαπωνικὴ ἀκτοφυλακὴ ἀνεκοίνωσεν ὅτι οἱ 35 Ἕλληνες ναυτικοὶ εἶναι ὑγιεῖς καὶ θὰ μεταφερθοῦν εἰς τὸν λιμένα τῆς Ἰαπωνίας. νουτικόν, δι᾽ ὃ ἐν τῷ ἐπιτῷ ναυτιλιακῷ πρακτορείῳ ἀνεφέρθη ὅτι τὸ πλήρωμα μετεφέρθη εἰς ἰαπωνικὸν ἁλιευτικὸν σκάφος καὶ εὑρίσκεται ἐν ἀσφαλείᾳ. ΤΑ ΕΠΕΙΣΟΔΙΑ ΑΘΗΝΑΙ, 28.— Ἐχαρακτηρίσθη ἀπὸ τὴν κυβέρνησιν ὡς ἀνυπόστατος ἡ εἴδησις περὶ ἐπεισοδίων εἰς τὴν ἀνοικτὴν θάλασσαν. [8, 1229, 395, 1400]
tsatsos-body: ΑΘΗΝΑΙ, 28.— Συνελήφθησαν εἰς Ἀθήνας ὁ δικηγόρος κ. Δημ. Τσάτσος καὶ ἡ σύζυγος τοῦ κ. Βιργινία Τσουδεροῦ, διὰ παράβασιν τοῦ νόμου περὶ Τύπου. Ἡ κ. Τσουδεροῦ εἶναι θυγάτηρ τοῦ πρώην πρωθυπουργοῦ Ἐμμ. Τσουδεροῦ. [402, 503, 597, 605]
china-ambassador-article [402, 616, 597, 719]
dutch-expelled-article [402, 245, 597, 463]
apolysis-title: Η ΑΠΟΛΥΣΙΣ [870, 1309, 937, 1322]
middle-section [604, 10, 1203, 2316]
vietnam-headline: ΗΝΩΜ. ΠΟΛΙΤΕΙΑΙ ΚΑΙ ΒΟΡΕΙΟΝ ΒΙΕΤΝΑΜ ΣΥΖΗΤΟΥΝ ΥΠΟ ΠΛΗΡΗ ΜΥΣΤΙΚΟΤΗΤΑ ΠΑΡΑΤΑΣΙΝ ΘΗΤΕΙΑΣ ΤΗΣ ΕΙΡΗΝΕΥΤΙΚΗΣ; [641, 1085, 1167, 1178]
dollar-body: ΛΟΝΔΙΝΟΝ, 28. (Ἀσσοσ. Πρέσ).— Ἡ τιμὴ τοῦ δολλαρίου ηὐξήθη ἐχθὲς εἰς τὰς μεγάλας εὐρωπαϊκὰς χρηματαγοράς, ἐνῷ ἡ τιμὴ τοῦ χρυσοῦ ἐσημείωσε πτῶσιν. Εἰς τὸ Λονδῖνον ἡ οὐγγιὰ τοῦ χρυσοῦ ἔκλεισεν εἰς 85,50 δολλάρια, ἐνῷ εἰς Ζυρίχην ἐπωλήθη πρὸς 86 δολλάρια. Τὸ δολλάριον ἐνισχύθη ἔναντι τοῦ γερμανικοῦ μάρκου καὶ τοῦ ἐλβετικοῦ φράγκου, κατόπιν τῶν δηλώσεων ἀμερικανῶν ἀξιωματούχων περὶ σταθεροποιήσεως τῆς νομισματικῆς καταστάσεως. ΛΟΝΔΙΝΟΝ, 28. (Ἀσσοσ. Πρέσ).— Ἡ τιμὴ τοῦ δολλαρίου ηὐξήθη ἐχθὲς εἰς τὰς μεγάλας εὐρωπαϊκὰς χρηματαγοράς, ἐνῷ ἡ τιμὴ τοῦ χρυσοῦ ἐσημείωσε πτῶσιν. ΑΙ ΙΣΟΤΙΜΙΑΙ ΟΥΑΣΙΓΚΤΩΝ, 28.— Αἱ Ἡνωμέναι Πολιτεῖαι θὰ ἐπιδιώξουν τὴν ἐπίτευξιν συμφωνίας διὰ τὴν ἀναθεώρησιν τοῦ διεθνοῦς νομισματικοῦ συστήματος κατὰ τὴν προσεχῆ διάσκεψιν. Εἰς τὸ Λονδῖνον ἡ οὐγγιὰ τοῦ χρυσοῦ ἔκλεισεν εἰς 85,50 δολλάρια, ἐνῷ εἰς Ζυρίχην ἐπωλήθη πρὸς 86 δολλάρια. Τὸ δολλάριον ἐνισχύθη ἔναντι τοῦ γερμανικοῦ μάρκου καὶ τοῦ ἐλβετικοῦ φράγκου, κατόπιν τῶν δηλώσεων ἀμερικανῶν ἀξιωματούχων περὶ σταθεροποιήσεως τῆς νομισματικῆς καταστάσεως. ΔΗΛΩΣΕΙΣ ΤΟΥ ΣΜΙΤ ΟΥΑΣΙΓΚΤΩΝ, 28.— Ὁ ὑπουργὸς τῶν Οἰκονομικῶν τῶν Ἡνωμένων Πολιτειῶν ἐδήλωσεν ὅτι ἡ ἰσοτιμία τῶν νομισμάτων εἶναι ἀπαραίτητος διὰ τὴν ὁμαλὴν λειτουργίαν τοῦ διεθνοῦς νομισματικοῦ συστήματος. ΛΟΝΔΙΝΟΝ, 28. (Ἀσσοσ. Πρέσ).— Ἡ τιμὴ τοῦ δολλαρίου ηὐξήθη ἐχθὲς εἰς τὰς μεγάλας εὐρωπαϊκὰς χρηματαγοράς, ἐνῷ ἡ τιμὴ τοῦ χρυσοῦ ἐσημείωσε πτῶσιν. Τὸ δολλάριον ἐνισχύθη ἔναντι τοῦ γερμανικοῦ μάρκου καὶ τοῦ ἐλβετικοῦ φράγκου, κατόπιν τῶν δηλώσεων ἀμερικανῶν ἀξιωματούχων περὶ σταθεροποιήσεως τῆς νομισματικῆς καταστάσεως. [604, 812, 1203, 1073]
sadat-body: ΚΑΪΡΟΝ, 28. (Ρώυτερ).— Ὁ πρόεδρος Σαντὰτ ἀνέλαβεν ἐχθὲς καὶ τὰ καθήκοντα τοῦ πρωθυπουργοῦ καὶ τοῦ στρατιωτικοῦ κυβερνήτου τῆς Αἰγύπτου. Ἡ ἀπόφασις του θεωρεῖται ὡς ἔνδειξις σκληρύνσεως τῆς στάσεως τῆς χώρας ἔναντι τοῦ Ἰσραήλ, ὡς καὶ ἐπιθυμία διὰ τὴν ἄμεσον ἀντιμετώπισιν τῆς κρίσεως. Σύμφωνα μὲ τὰς πληροφορίας, ὁ νέος κυβερνητικὸς σχηματισμὸς θὰ ἀνακοινωθῆ ἐντὸς τῶν προσεχῶν ἡμερῶν. ΚΑΪΡΟΝ, 28. (Ρώυτερ).— Ὁ πρόεδρος Σαντὰτ ἀνέλαβεν ἐχθὲς καὶ τὰ καθήκοντα τοῦ πρωθυπουργοῦ καὶ τοῦ στρατιωτικοῦ κυβερνήτου τῆς Αἰγύπτου. Ἡ ἀπόφασις του θεωρεῖται ὡς ἔνδειξις σκληρύνσεως τῆς στάσεως τῆς χώρας ἔναντι τοῦ Ἰσραήλ, ὡς καὶ ἐπιθυμία διὰ τὴν ἄμεσον ἀντιμετώπισιν τῆς κρίσεως. [1211, 207, 1566, 384]
new-doctors-body: ΘΕΣΣΑΛΟΝΙΚΗ, 28.— Ὡρκίσθησαν χθὲς εἰς τὴν Ἰατρικὴν Σχολὴν τοῦ Πανεπιστημίου Θεσσαλονίκης οἱ νέοι πτυχιοῦχοι ἰατροί, παρουσίᾳ τῶν καθηγητῶν καὶ τῶν οἰκογενειῶν των. [402, 1000, 597, 1075]
fatah-article [402, 16, 597, 234]
pompidou-article [8, 10, 395, 534]
tourism-article [402, 1086, 597, 1164]
weather-headline: ΝΕΦΕΛΩΔΗΣ ΜΕΤΑ ΒΡΟΧΩΝ ΠΡΟΒΛΕΠΕΤΑΙ Ο ΚΑΙΡΟΣ ΣΗΜΕΡΟΝ [420, 845, 579, 883]
electrocution-headline: ΥΠΕΣΤΗ ΗΛΕΚΤΡΟΠΛΗΞΙΑΝ ΕΙΣ ΦΟΙΝΙΚΑ [412, 730, 587, 756]
tourism-body: ΑΘΗΝΑΙ, 28.— Ἐγκρίθη ἡ ἐκτέλεσις τουριστικῶν ἔργων εἰς τὴν Χαλκιδικήν, μεταξὺ τῶν ὁποίων ἡ διαμόρφωσις παραλιῶν καὶ ἡ κατασκευὴ ξενοδοχειακῶν μονάδων. [402, 1101, 597, 1164]
lagakos-body: ΛΕΥΚΩΣΙΑ, 28. (Τοῦ ἀνταποκριτοῦ μας).— Ὁ πρέσβυς τῆς Ἑλλάδος κ. Λαγάκος, ἐπανελθὼν ἐξ Ἀθηνῶν, συνηντήθη μὲ τὸν πρόεδρον Μακάριον καὶ συνεζήτησε τὴν ἐσωτερικὴν κατάστασιν τῆς νήσου. Ἡ συνάντησις, ἡ ὁποία διήρκεσε μίαν καὶ πλέον ὥραν, θεωρεῖται ὡς ἀρχὴ νέας μεσολαβητικῆς προσπαθείας διὰ τὴν ἐξομάλυνσιν τῆς καταστάσεως, ἡ ὁποία ἐδημιουργήθη μετὰ τὰς τελευταίας ἐνεργείας τοῦ στρατηγοῦ Γρίβα. Ἐπισήμως ἐδηλώθη ὅτι ἡ ἑλληνικὴ κυβέρνησις δὲν ἐζήτησε τὴν ἀπομάκρυνσιν τοῦ στρατηγοῦ Γρίβα ἐκ Κύπρου, οὔτε ὑπάρχει θέμα μεσολαβήσεως πρὸς τὴν κατεύθυνσιν αὐτήν. Ἐγκυροι πολιτικοὶ κύκλοι τῆς Λευκωσίας ἐξέφρασαν τὴν πεποίθησιν ὅτι αἱ προσπάθειαι τοῦ πρέσβεως θὰ συντελέσουν εἰς τὴν ἀποκατάστασιν τῆς ἑνότητος τῶν ἐθνικῶν δυνάμεων. Ὁ πρόεδρος Μακάριος, ὁμιλῶν πρὸς δημοσιογράφους, ἐτόνισεν ὅτι ἡ κυβέρνησις θὰ λάβη ὅλα τὰ ἀναγκαῖα μέτρα διὰ τὴν τήρησιν τοῦ νόμου καὶ τῆς τάξεως. ΛΕΥΚΩΣΙΑ, 28. (Τοῦ ἀνταποκριτοῦ μας).— Ὁ πρέσβυς τῆς Ἑλλάδος κ. Λαγάκος, ἐπανελθὼν ἐξ Ἀθηνῶν, συνηντήθη μὲ τὸν πρόεδρον Μακάριον καὶ συνεζήτησε τὴν ἐσωτερικὴν κατάστασιν τῆς νήσου. Ἡ συνάντησις, ἡ ὁποία διήρκεσε μίαν καὶ πλέον ὥραν, θεωρεῖται ὡς ἀρχὴ νέας μεσολαβητικῆς προσπαθείας διὰ τὴν ἐξομάλυνσιν τῆς καταστάσεως, ἡ ὁποία ἐδημιουργήθη μετὰ τὰς τελευταίας ἐνεργείας τοῦ στρατηγοῦ Γρίβα. Ἐγκυροι πολιτικοὶ κύκλοι τῆς Λευκωσίας ἐξέφρασαν τὴν πεποίθησιν ὅτι αἱ προσπάθειαι τοῦ πρέσβεως θὰ συντελέσουν εἰς τὴν ἀποκατάστασιν τῆς ἑνότητος τῶν ἐθνικῶν δυνάμεων. ΕΚΚΛΗΣΙΣ ΔΙ᾽ ΟΜΟΝΟΙΑΝ ΛΕΥΚΩΣΙΑ, 28.— Ἡ Ἱερὰ Σύνοδος τῆς Ἐκκλησίας τῆς Κύπρου ἀπηύθυνεν ἔκκλησιν πρὸς τὸν λαὸν διὰ τὴν ὁμόνοιαν καὶ τὴν ἑνότητα, ἐν ὄψει τῶν κρισίμων στιγμῶν τὰς ὁποίας διέρχεται ἡ νῆσος. Ἐπισήμως ἐδηλώθη ὅτι ἡ ἑλληνικὴ κυβέρνησις δὲν ἐζήτησε τὴν ἀπομάκρυνσιν τοῦ στρατηγοῦ Γρίβα ἐκ Κύπρου, οὔτε ὑπάρχει θέμα μεσολαβήσεως πρὸς τὴν κατεύθυνσιν αὐτήν. Ὁ πρόεδρος Μακάριος, ὁμιλῶν πρὸς δημοσιογράφους, ἐτόνισεν ὅτι ἡ κυβέρνησις θὰ λάβη ὅλα τὰ ἀναγκαῖα μέτρα διὰ τὴν τήρησιν τοῦ νόμου καὶ τῆς τάξεως. Η ΕΠΙΣΤΡΟΦΗ ΤΟΥ ΚΟΚΑ ΛΕΥΚΩΣΙΑ, 28.— Ἐπέστρεψεν ἐκ τοῦ ἐξωτερικοῦ ὁ ἀρχηγὸς τῆς ΕΛΔΥΚ, ὁ ὁποῖος ἀνέλαβε ἐκ νέου τὰ καθήκοντά του. Ἡ ἐπιστροφή του συνδέεται μὲ τὴν ἐξέλιξιν τῆς καταστάσεως. Ἡ συνάντησις, ἡ ὁποία διήρκεσε μίαν καὶ πλέον ὥραν, θεωρεῖται ὡς ἀρχὴ νέας μεσολαβητικῆς προσπαθείας διὰ τὴν ἐξομάλυνσιν τῆς καταστάσεως, ἡ ὁποία ἐδημιουργήθη μετὰ τὰς τελευταίας ἐνεργείας τοῦ στρατηγοῦ Γρίβα. ΑΝΕΥΡΕΣΙΣ ΟΠΛΙΣΜΟΥ ΛΕΥΚΩΣΙΑ, 28.— Κατὰ ἔρευναν τῆς ἀστυνομίας εἰς περιοχὴν τῆς Λεμεσοῦ ἀνευρέθη ὁπλισμὸς καὶ ἐκρηκτικαὶ ὕλαι, κρυμμέναι εἰς ἐγκαταλελειμμένην οἰκίαν. Ἐγκυροι πολιτικοὶ κύκλοι τῆς Λευκωσίας ἐξέφρασαν τὴν πεποίθησιν ὅτι αἱ προσπάθειαι τοῦ πρέσβεως θὰ συντελέσουν εἰς τὴν ἀποκατάστασιν τῆς ἑνότητος τῶν ἐθνικῶν δυνάμεων. ΛΕΥΚΩΣΙΑ, 28. (Τοῦ ἀνταποκριτοῦ μας).— Ὁ πρέσβυς τῆς Ἑλλάδος κ. Λαγάκος, ἐπανελθὼν ἐξ Ἀθηνῶν, συνηντήθη μὲ τὸν πρόεδρον Μακάριον καὶ συνεζήτησε τὴν ἐσωτερικὴν κατάστασιν τῆς νήσου. ΠΕΡΙ ΓΡΙΒΑ ΛΕΥΚΩΣΙΑ, 28. (Ἀθ. Πρακτ.).— Πληροφορίαι ἀναφέρουν ὅτι ὁ στρατηγὸς Γρίβας εὑρίσκεται εἰς ἄγνωστον τοποθεσίαν τῆς νήσου. [604, 167, 1203, 621]
dollar-subheadline: Ἀπαραίτητος, κατὰ τὴν Οὐάσιγκτων εἶναι ἡ ἰσοτιμία τῶν νομισμάτων [653, 756, 1155, 804]
soviet-subheadline: ΕΜΦΑΝΤΙΚΗ ΔΗΛΩΣΙΣ ΤΟΥ ΓΡΕΤΣΚΟ ΕΙΣ ΤΟ ΣΥΝΕΔΡΙΟΝ ΚΟΜΙΣΑΡΙΩΝ [1230, 1484, 1546, 1519]
